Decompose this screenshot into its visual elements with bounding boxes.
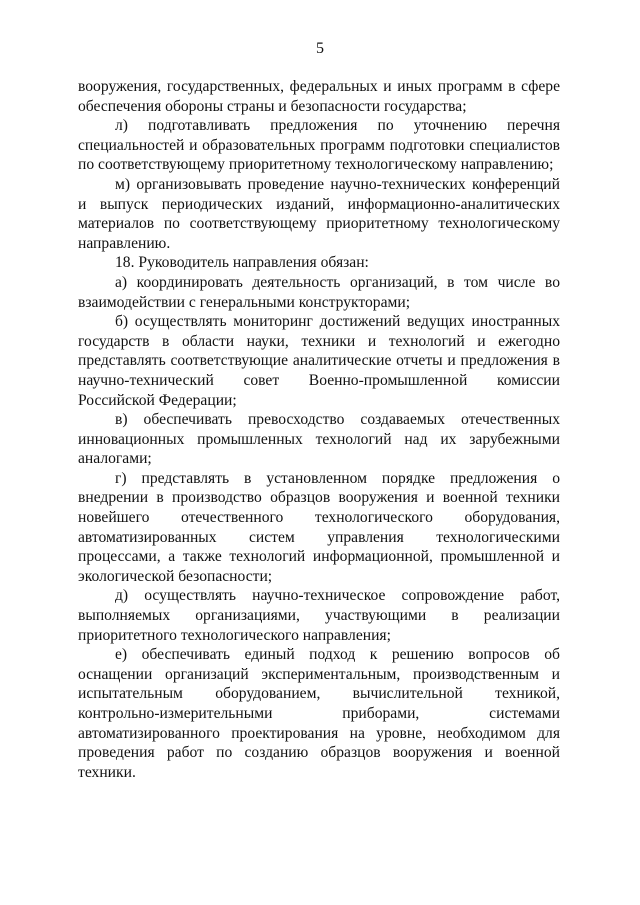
paragraph-item-v: в) обеспечивать превосходство создаваемых отечественных инновационных промышленных технологий над их зарубежными аналогами; — [78, 411, 560, 468]
paragraph-item-b: б) осуществлять мониторинг достижений ведущих иностранных государств в области науки, техники и технологий и ежегодно представлять соответствующие аналитические отчеты и предложения в научно-технический совет Военно-промышленной комиссии Российской Федерации; — [78, 313, 560, 409]
paragraph-item-d: д) осуществлять научно-техническое сопровождение работ, выполняемых организациями, участвующими в реализации приоритетного технологического направления; — [78, 587, 560, 644]
paragraph-continuation: вооружения, государственных, федеральных и иных программ в сфере обеспечения обороны страны и безопасности государства; — [78, 78, 560, 115]
paragraph-item-g: г) представлять в установленном порядке предложения о внедрении в производство образцов вооружения и военной техники новейшего отечественного технологического оборудования, автоматизированных систем управления технологическими процессами, а также технологий информационной, промышленной и экологической безопасности; — [78, 469, 560, 585]
page-number: 5 — [316, 40, 324, 57]
paragraph-item-a: а) координировать деятельность организаций, в том числе во взаимодействии с генеральными конструкторами; — [78, 273, 560, 311]
paragraph-item-e: е) обеспечивать единый подход к решению вопросов об оснащении организаций экспериментальным, производственным и испытательным оборудованием, вычислительной техникой, контрольно-измерительными приборами, системами автоматизированного проектирования на уровне, необходимом для проведения работ по созданию образцов вооружения и военной техники. — [78, 646, 560, 781]
document-body — [78, 77, 560, 782]
paragraph-item-m: м) организовывать проведение научно-технических конференций и выпуск периодических изданий, информационно-аналитических материалов по соответствующему приоритетному технологическому направлению. — [78, 175, 560, 252]
paragraph-section-18: 18. Руководитель направления обязан: — [115, 254, 369, 272]
paragraph-item-l: л) подготавливать предложения по уточнению перечня специальностей и образовательных программ подготовки специалистов по соответствующему приоритетному технологическому направлению; — [78, 117, 560, 174]
